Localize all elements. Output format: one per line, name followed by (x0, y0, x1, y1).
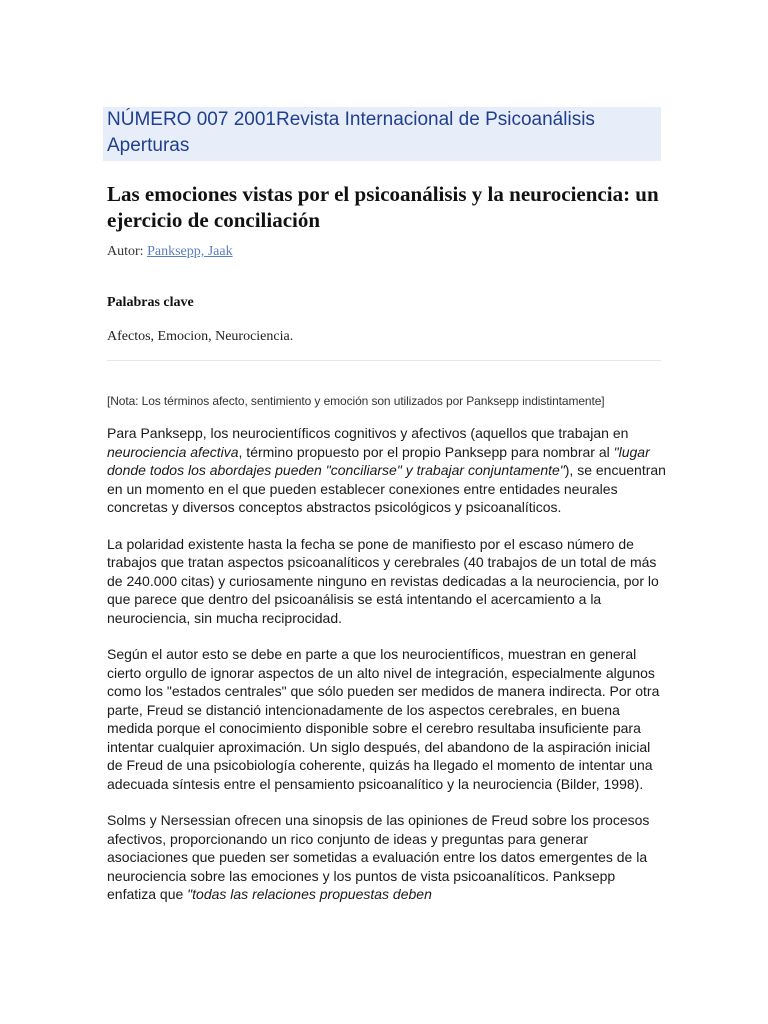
article-title: Las emociones vistas por el psicoanálisis y la neurociencia: un ejercicio de conciliación (107, 182, 659, 232)
masthead-text: NÚMERO 007 2001Revista Internacional de Psicoanálisis Aperturas (107, 109, 595, 156)
paragraph-4 (107, 811, 667, 904)
paragraph-text: Para Panksepp, los neurocientíficos cognitivos y afectivos (aquellos que trabajan en (107, 425, 629, 441)
section-divider (107, 360, 661, 361)
author-label: Autor: (107, 244, 144, 259)
author-link[interactable]: Panksepp, Jaak (147, 244, 233, 259)
paragraph-text: , término propuesto por el propio Panksepp para nombrar al (238, 443, 614, 460)
paragraph-1 (107, 424, 667, 517)
keywords-list: Afectos, Emocion, Neurociencia. (107, 329, 294, 344)
paragraph-text: ), se encuentran en un momento en el que pueden establecer conexiones entre entidades neurales concretas y diversos conceptos abstractos psicológicos y psicoanalíticos. (107, 462, 666, 515)
journal-masthead (103, 107, 661, 161)
paragraph-2: La polaridad existente hasta la fecha se pone de manifiesto por el escaso número de trabajos que tratan aspectos psicoanalíticos y cerebrales (40 trabajos de un total de más de 240.000 citas) y curiosamente ninguno en revistas dedicadas a la neurociencia, por lo que parece que dentro del psicoanálisis se está intentando el acercamiento a la neurociencia, sin mucha reciprocidad. (107, 535, 659, 626)
article-body (107, 424, 667, 922)
italic-term: neurociencia afectiva (107, 443, 239, 460)
italic-quote: "todas las relaciones propuestas deben (187, 886, 432, 902)
keywords-heading: Palabras clave (107, 295, 194, 310)
italic-quote: "lugar donde todos los abordajes pueden "conciliarse" y trabajar conjuntamente" (107, 443, 650, 478)
paragraph-3: Según el autor esto se debe en parte a que los neurocientíficos, muestran en general cierto orgullo de ignorar aspectos de un alto nivel de integración, especialmente algunos como los "estados centrales" que sólo pueden ser medidos de manera indirecta. Por otra parte, Freud se distanció intencionadamente de los aspectos cerebrales, en buena medida porque el conocimiento disponible sobre el cerebro resultaba insuficiente para intentar cualquier aproximación. Un siglo después, del abandono de la aspiración inicial de Freud de una psicobiología coherente, quizás ha llegado el momento de intentar una adecuada síntesis entre el pensamiento psicoanalítico y la neurociencia (Bilder, 1998). (107, 646, 660, 792)
editor-note: [Nota: Los términos afecto, sentimiento y emoción son utilizados por Panksepp indistintamente] (107, 394, 605, 408)
paragraph-text: Solms y Nersessian ofrecen una sinopsis de las opiniones de Freud sobre los procesos afectivos, proporcionando un rico conjunto de ideas y preguntas para generar asociaciones que pueden ser sometidas a evaluación entre los datos emergentes de la neurociencia sobre las emociones y los puntos de vista psicoanalíticos. Panksepp enfatiza que (107, 812, 650, 902)
author-byline (107, 244, 233, 260)
